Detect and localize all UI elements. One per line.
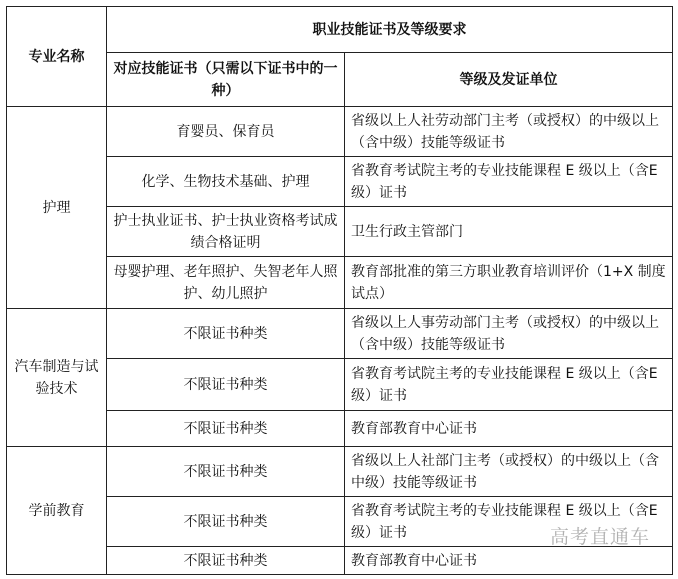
level-cell: 教育部批准的第三方职业教育培训评价（1+X 制度试点） bbox=[345, 257, 673, 309]
cert-cell: 母婴护理、老年照护、失智老年人照护、幼儿照护 bbox=[107, 257, 345, 309]
cert-cell: 化学、生物技术基础、护理 bbox=[107, 157, 345, 207]
level-cell: 省教育考试院主考的专业技能课程 E 级以上（含E级）证书 bbox=[345, 359, 673, 411]
table-row bbox=[7, 107, 673, 157]
level-cell: 省级以上人社部门主考（或授权）的中级以上（含中级）技能等级证书 bbox=[345, 447, 673, 497]
cert-cell: 育婴员、保育员 bbox=[107, 107, 345, 157]
level-cell: 教育部教育中心证书 bbox=[345, 547, 673, 575]
table-row bbox=[7, 157, 673, 207]
major-name-cell: 学前教育 bbox=[7, 447, 107, 575]
table-row bbox=[7, 447, 673, 497]
group-title-header: 职业技能证书及等级要求 bbox=[107, 7, 673, 53]
table-row bbox=[7, 547, 673, 575]
major-name-header: 专业名称 bbox=[7, 7, 107, 107]
table-row bbox=[7, 411, 673, 447]
table-row bbox=[7, 309, 673, 359]
major-name-cell: 护理 bbox=[7, 107, 107, 309]
level-cell: 卫生行政主管部门 bbox=[345, 207, 673, 257]
table-row bbox=[7, 207, 673, 257]
level-cell: 省级以上人事劳动部门主考（或授权）的中级以上（含中级）技能等级证书 bbox=[345, 309, 673, 359]
level-column-header: 等级及发证单位 bbox=[345, 53, 673, 107]
level-cell: 省级以上人社劳动部门主考（或授权）的中级以上（含中级）技能等级证书 bbox=[345, 107, 673, 157]
cert-cell: 不限证书种类 bbox=[107, 497, 345, 547]
cert-cell: 护士执业证书、护士执业资格考试成绩合格证明 bbox=[107, 207, 345, 257]
cert-cell: 不限证书种类 bbox=[107, 309, 345, 359]
level-cell: 省教育考试院主考的专业技能课程 E 级以上（含E级）证书 bbox=[345, 157, 673, 207]
certificate-requirements-table bbox=[6, 6, 673, 575]
table-row bbox=[7, 359, 673, 411]
watermark-text: 高考直通车 bbox=[549, 526, 650, 548]
header-row-1 bbox=[7, 7, 673, 53]
header-row-2 bbox=[7, 53, 673, 107]
level-cell: 教育部教育中心证书 bbox=[345, 411, 673, 447]
cert-cell: 不限证书种类 bbox=[107, 411, 345, 447]
cert-column-header: 对应技能证书（只需以下证书中的一种） bbox=[107, 53, 345, 107]
cert-cell: 不限证书种类 bbox=[107, 447, 345, 497]
cert-cell: 不限证书种类 bbox=[107, 547, 345, 575]
level-cell: 省教育考试院主考的专业技能课程 E 级以上（含E级）证书 bbox=[345, 497, 673, 547]
major-name-cell: 汽车制造与试验技术 bbox=[7, 309, 107, 447]
table-row bbox=[7, 257, 673, 309]
cert-cell: 不限证书种类 bbox=[107, 359, 345, 411]
